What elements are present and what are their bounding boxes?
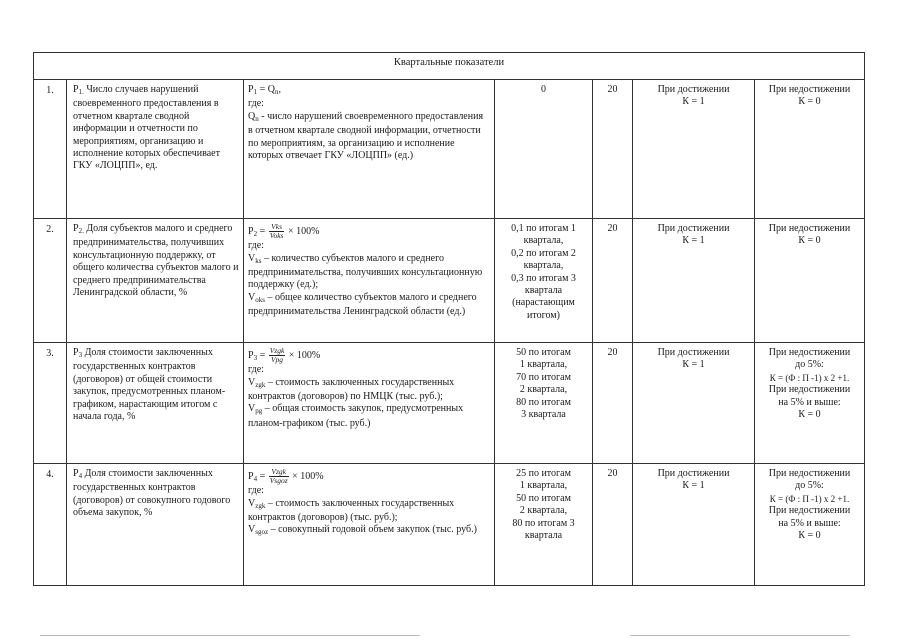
- formula-tail: ,: [278, 84, 281, 95]
- weight-value: 20: [593, 219, 633, 343]
- target-line: квартала,: [523, 260, 564, 272]
- reach-line: При достижении: [657, 347, 730, 358]
- formula-where: где:: [248, 98, 264, 110]
- row-number: 1.: [34, 80, 67, 219]
- definition-var-sub: n: [255, 114, 259, 123]
- table-row: [34, 343, 865, 464]
- formula-fraction: [269, 468, 289, 485]
- bottom-scan-line: [40, 635, 420, 636]
- fail-line: При недостижении: [768, 84, 851, 95]
- formula-lhs-sub: 2: [253, 229, 258, 238]
- table-header: Квартальные показатели: [34, 53, 865, 80]
- formula-line: $P_3$ = $\frac{\text{Vzgk}}{\text{Vpg}}$ × 100%: [248, 346, 321, 364]
- definition-text: – совокупный годовой объем закупок (тыс. руб.): [268, 524, 477, 536]
- indicator-formula: [244, 343, 495, 464]
- formula-lhs: P: [248, 225, 254, 237]
- target-line: 0: [541, 84, 546, 95]
- formula-multiplier: × 100%: [286, 349, 321, 361]
- fail-line: на 5% и выше:: [778, 396, 841, 408]
- fail-line: При недостижении: [768, 468, 851, 479]
- indicator-code: P: [73, 468, 79, 479]
- indicator-formula: [244, 464, 495, 586]
- target-line: 3 квартала: [521, 409, 566, 421]
- indicator-text: Доля субъектов малого и среднего предпринимательства, получивших консультационную поддержку, от общего количества субъектов малого и среднего предпринимательства Ленинградской области, %: [73, 223, 239, 299]
- formula-multiplier: × 100%: [289, 470, 324, 482]
- formula-lhs: P: [248, 84, 254, 95]
- fail-line: на 5% и выше:: [778, 517, 841, 529]
- reach-line: При достижении: [657, 84, 730, 95]
- indicator-code: P: [73, 84, 79, 95]
- indicator-formula: [244, 219, 495, 343]
- formula-lhs-sub: 1: [253, 88, 258, 96]
- target-line: 0,1 по итогам 1: [511, 223, 576, 234]
- formula-where: где:: [248, 240, 264, 252]
- weight-value: 20: [593, 464, 633, 586]
- indicator-formula: [244, 80, 495, 219]
- fraction-denominator: Vpg: [270, 355, 284, 364]
- fail-line: К = 0: [798, 96, 821, 108]
- indicator-text: Доля стоимости заключенных государственных контрактов (договоров) от общей стоимости закупок, предусмотренных планом-графиком, нарастающим итогом с начала года, %: [73, 347, 226, 423]
- target-line: 1 квартала,: [519, 480, 568, 492]
- indicator-text: Доля стоимости заключенных государственных контрактов (договоров) от совокупного годового объема закупок, %: [73, 468, 231, 519]
- definition-text: – количество субъектов малого и среднего предпринимательства, получивших консультационную поддержку (ед.);: [248, 252, 483, 291]
- target-line: 0,2 по итогам 2: [511, 247, 576, 259]
- definition-var-sub: ks: [255, 256, 262, 265]
- fail-line: При недостижении: [768, 384, 851, 396]
- indicator-code-sub: 1.: [78, 88, 84, 96]
- indicator-name: [67, 219, 244, 343]
- definition-text: – общая стоимость закупок, предусмотренных планом-графиком (тыс. руб.): [248, 403, 464, 429]
- formula-eq: = Q: [257, 84, 275, 95]
- definition-var: V: [248, 291, 256, 303]
- target-value: [495, 219, 593, 343]
- formula-lhs-sub: 4: [253, 474, 258, 483]
- fail-coefficient: [755, 219, 865, 343]
- definition-var-sub: pg: [255, 407, 263, 416]
- indicator-code-sub: 2.: [78, 227, 84, 235]
- fail-line: до 5%:: [795, 480, 824, 492]
- quarterly-indicators-table: [33, 52, 865, 586]
- formula-definition: [248, 498, 490, 525]
- fail-line: К = (Ф : П -1) х 2 +1.: [769, 372, 850, 383]
- bottom-scan-line-right: [630, 635, 850, 636]
- target-value: [495, 343, 593, 464]
- reach-coefficient: [633, 80, 755, 219]
- indicator-name: [67, 464, 244, 586]
- formula-line: [248, 84, 490, 98]
- formula-definition: [248, 253, 490, 292]
- definition-var: V: [248, 497, 256, 509]
- indicator-text: Число случаев нарушений своевременного предоставления в отчетном квартале сводной информации и отчетности по мероприятиям, организацию и исполнение которых обеспечивает ГКУ «ЛОЦПП», ед.: [73, 84, 220, 172]
- formula-multiplier: × 100%: [285, 225, 320, 237]
- formula-definition: [248, 377, 490, 404]
- target-line: 80 по итогам 3: [512, 517, 575, 529]
- reach-coefficient: [633, 464, 755, 586]
- indicator-name: [67, 80, 244, 219]
- fail-line: При недостижении: [768, 505, 851, 517]
- definition-text: – стоимость заключенных государственных контрактов (договоров) (тыс. руб.);: [248, 497, 455, 524]
- indicator-code-sub: 3: [78, 351, 83, 359]
- definition-text: – общее количество субъектов малого и среднего предпринимательства Ленинградской области (ед.): [248, 291, 477, 318]
- fail-coefficient: [755, 464, 865, 586]
- reach-line: При достижении: [657, 223, 730, 234]
- definition-var-sub: sgoz: [255, 528, 269, 537]
- target-line: 80 по итогам: [516, 396, 571, 408]
- fraction-denominator: Vsgoz: [269, 476, 288, 485]
- reach-line: К = 1: [682, 480, 705, 492]
- reach-line: К = 1: [682, 96, 705, 108]
- indicator-name: [67, 343, 244, 464]
- target-line: 2 квартала,: [519, 384, 568, 396]
- definition-var: V: [248, 252, 256, 264]
- definition-var: Q: [248, 110, 256, 122]
- fraction-numerator: Vzgk: [269, 346, 285, 355]
- fraction-numerator: Vks: [269, 223, 285, 232]
- formula-eq-sub: n: [274, 88, 279, 96]
- formula-lhs-sub: 3: [253, 353, 258, 362]
- target-line: 70 по итогам: [516, 371, 571, 383]
- definition-var: V: [248, 524, 256, 536]
- definition-text: - число нарушений своевременного предоставления в отчетном квартале сводной информации, отчетности по мероприятиям, за организацию и исполнение которых отвечает ГКУ «ЛОЦПП» (ед.): [248, 110, 484, 162]
- reach-line: К = 1: [682, 235, 705, 247]
- formula-line: $P_2$ = $\frac{\text{Vks}}{\text{Voks}}$ × 100%: [248, 222, 320, 240]
- reach-line: К = 1: [682, 359, 705, 371]
- definition-var-sub: zgk: [255, 501, 266, 510]
- formula-lhs: P: [248, 470, 254, 482]
- fail-line: К = (Ф : П -1) х 2 +1.: [769, 493, 850, 504]
- definition-var-sub: oks: [255, 295, 265, 304]
- formula-definition: [248, 403, 490, 430]
- fail-line: При недостижении: [768, 223, 851, 234]
- indicator-code: P: [73, 223, 79, 234]
- fail-coefficient: [755, 80, 865, 219]
- formula-fraction: [269, 347, 286, 364]
- fail-coefficient: [755, 343, 865, 464]
- target-line: 1 квартала,: [519, 359, 568, 371]
- target-line: квартала: [524, 530, 563, 542]
- fail-line: до 5%:: [795, 359, 824, 371]
- target-line: 50 по итогам: [516, 492, 571, 504]
- reach-coefficient: [633, 219, 755, 343]
- row-number: 3.: [34, 343, 67, 464]
- indicator-code-sub: 4: [78, 472, 83, 480]
- formula-definition: [248, 524, 490, 538]
- formula-line: $P_4$ = $\frac{\text{Vzgk}}{\text{Vsgoz}}$ × 100%: [248, 467, 324, 485]
- target-value: [495, 464, 593, 586]
- target-value: [495, 80, 593, 219]
- table-row: [34, 219, 865, 343]
- formula-lhs: P: [248, 349, 254, 361]
- fail-line: К = 0: [798, 235, 821, 247]
- row-number: 4.: [34, 464, 67, 586]
- definition-var: V: [248, 376, 256, 388]
- formula-fraction: [269, 223, 285, 240]
- target-line: квартала: [524, 285, 563, 297]
- target-line: 50 по итогам: [516, 347, 571, 358]
- target-line: квартала,: [523, 235, 564, 247]
- fraction-numerator: Vzgk: [269, 468, 289, 477]
- reach-coefficient: [633, 343, 755, 464]
- weight-value: 20: [593, 343, 633, 464]
- target-line: 25 по итогам: [516, 468, 571, 479]
- formula-where: где:: [248, 485, 264, 497]
- table-row: [34, 80, 865, 219]
- definition-var: V: [248, 403, 256, 415]
- formula-where: где:: [248, 364, 264, 376]
- weight-value: 20: [593, 80, 633, 219]
- formula-definition: [248, 111, 490, 163]
- fraction-denominator: Voks: [269, 231, 284, 240]
- target-line: 0,3 по итогам 3: [511, 272, 576, 284]
- fail-line: К = 0: [798, 409, 821, 421]
- fail-line: При недостижении: [768, 347, 851, 358]
- target-line: 2 квартала,: [519, 505, 568, 517]
- table-row: [34, 464, 865, 586]
- formula-definition: [248, 292, 490, 319]
- definition-text: – стоимость заключенных государственных контрактов (договоров) по НМЦК (тыс. руб.);: [248, 376, 455, 403]
- fail-line: К = 0: [798, 530, 821, 542]
- reach-line: При достижении: [657, 468, 730, 479]
- row-number: 2.: [34, 219, 67, 343]
- target-line: (нарастающим: [512, 297, 575, 309]
- definition-var-sub: zgk: [255, 380, 266, 389]
- target-line: итогом): [527, 309, 560, 321]
- indicator-code: P: [73, 347, 79, 358]
